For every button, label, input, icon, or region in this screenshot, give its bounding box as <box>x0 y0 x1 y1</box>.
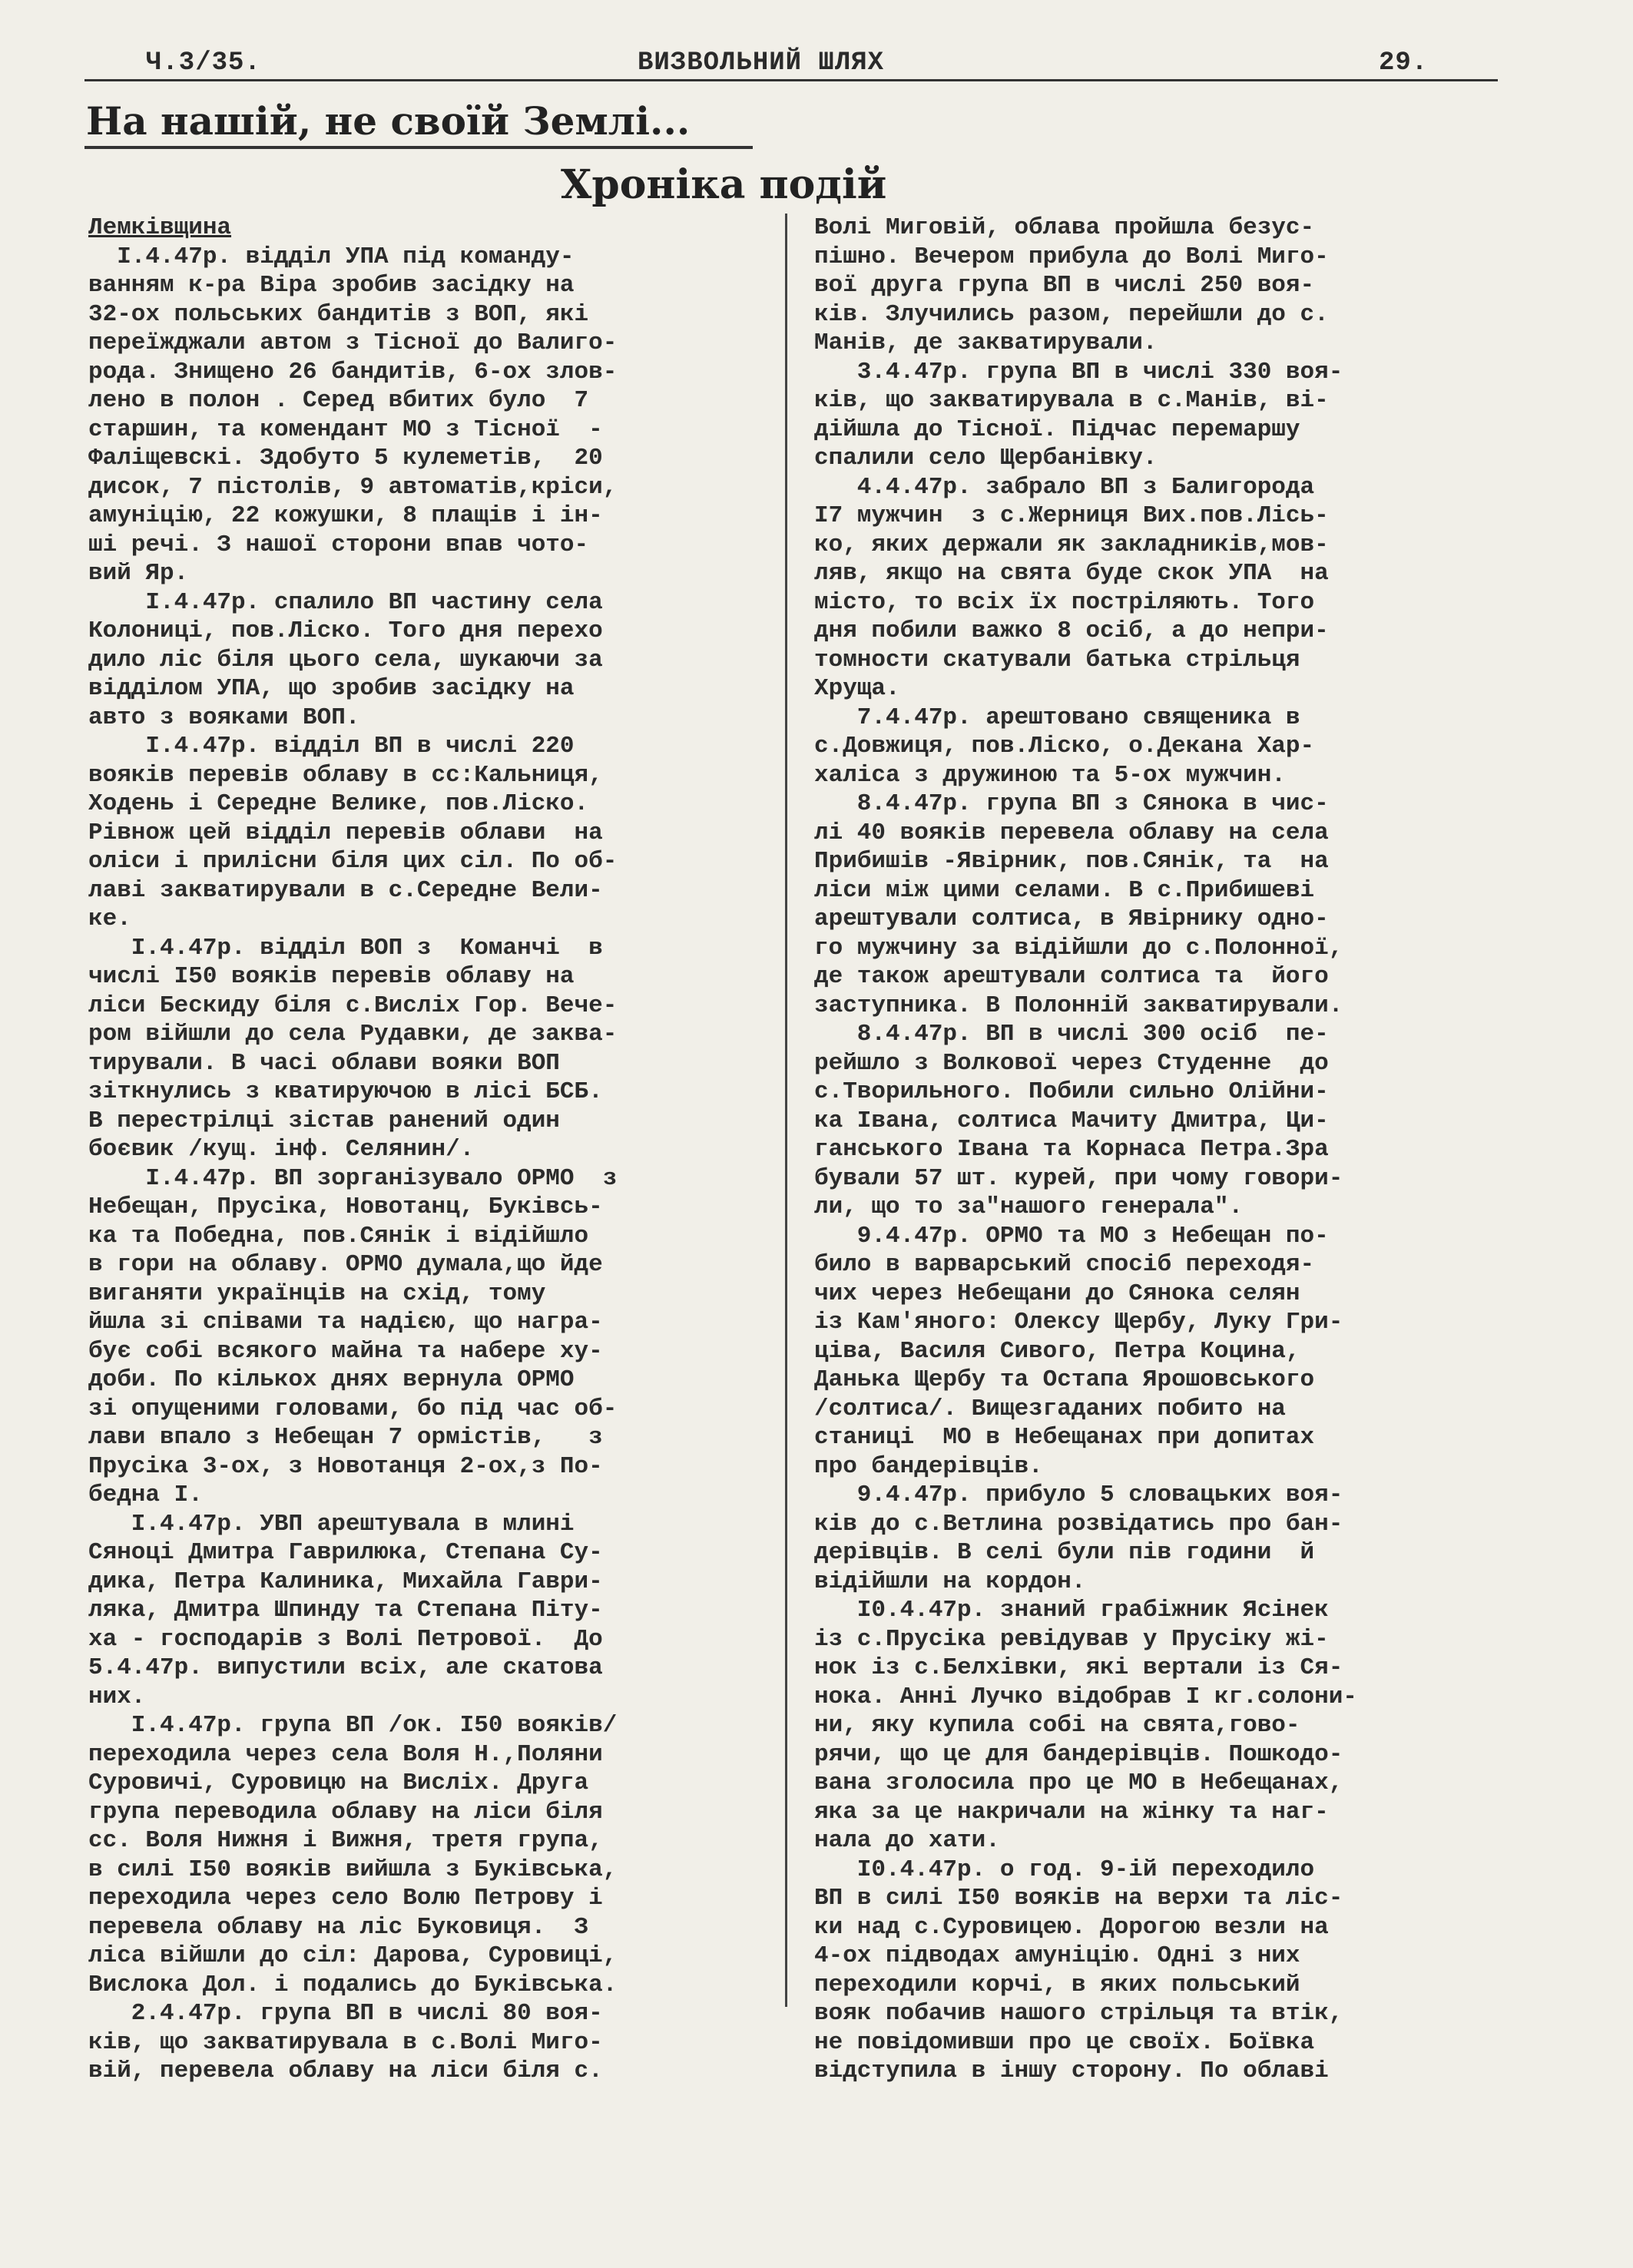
publication-title: ВИЗВОЛЬНИЙ ШЛЯХ <box>638 48 885 78</box>
page-header <box>84 42 1498 81</box>
page-number: 29. <box>1379 48 1429 78</box>
headline-underline <box>84 146 753 149</box>
left-column <box>88 214 764 2086</box>
section-title: Хроніка подій <box>561 161 887 208</box>
header-rule <box>84 79 1498 81</box>
right-column-text: Волі Миговій, облава пройшла безус- пішно. Вечером прибула до Волі Мигo- вої друга група ВП в числі 250 воя- ків. Злучились разом, перейшли до с. Манів, де закватирували. 3.4.47р. група ВП в числі 330 воя- ків, що закватирувала в с.Манів, ві- дійшла до Тісної. Підчас перемаршу спалили село Щербанівку. 4.4.47р. забрало ВП з Балигорода І7 мужчин з с.Жерниця Вих.пов.Лісь- ко, яких держали як закладників,мов- ляв, якщо на свята буде скок УПА на місто, то всіх їх постріляють. Того дня побили важко 8 осіб, а до непри- томности скатували батька стрільця Хруща. 7.4.47р. арештовано священика в с.Довжиця, пов.Ліско, о.Декана Хар- халіса з дружиною та 5-ох мужчин. 8.4.47р. група ВП з Сянока в чис- лі 40 вояків перевела облаву на села Прибишів -Явірник, пов.Сянік, та на ліси між цими селами. В с.Прибишеві арештували солтиса, в Явірнику одно- го мужчину за відійшли до с.Полонної, де також арештували солтиса та його заступника. В Полонній закватирували. 8.4.47р. ВП в числі 300 осіб пе- рейшло з Волкової через Студенне до с.Творильного. Побили сильно Олійни- ка Івана, солтиса Мачиту Дмитра, Ци- ганського Івана та Корнаса Петра.Зра бували 57 шт. курей, при чому говори- ли, що то за"нашого генерала". 9.4.47р. ОРМО та МО з Небещан по- било в варварський спосіб переходя- чих через Небещани до Сянока селян із Кам'яного: Олексу Щербу, Луку Гри- ціва, Василя Сивого, Петра Коцина, Данька Щербу та Остапа Ярошовського /солтиса/. Вищезгаданих побито на станиці МО в Небещанах при допитах про бандерівців. 9.4.47р. прибуло 5 словацьких воя- ків до с.Ветлина розвідатись про бан- дерівців. В селі були пів години й відійшли на кордон. І0.4.47р. знаний грабіжник Ясінек із с.Прусіка ревідував у Прусіку жі- нок із с.Белхівки, які вертали із Ся- нока. Анні Лучко відобрав І кг.солони- ни, яку купила собі на свята,гово- рячи, що це для бандерівців. Пошкодо- вана зголосила про це МО в Небещанах, яка за це накричали на жінку та наг- нала до хати. І0.4.47р. о год. 9-ій переходило ВП в силі І50 вояків на верхи та ліс- ки над с.Суровицею. Дорогою везли на 4-ох підводах амуніцію. Одні з них переходили корчі, в яких польський вояк побачив нашого стрільця та втік, не повідомивши про це своїх. Боївка відступила в іншу сторону. По облаві <box>814 214 1357 2084</box>
right-column <box>814 214 1505 2086</box>
column-divider <box>785 214 787 2007</box>
article-headline: На нашій, не своїй Землі... <box>86 98 691 144</box>
issue-number: Ч.3/35. <box>146 48 261 78</box>
region-subheading: Лемківщина <box>88 214 232 241</box>
left-column-text: І.4.47р. відділ УПА під команду- ванням к-ра Віра зробив засідку на 32-ох польських бандитів з ВОП, які переїжджали автом з Тісної до Валиго- рода. Знищено 26 бандитів, 6-ох злов- лено в полон . Серед вбитих було 7 старшин, та комендант МО з Тісної - Фаліщевскі. Здобуто 5 кулеметів, 20 дисок, 7 пістолів, 9 автоматів,кріси, амуніцію, 22 кожушки, 8 плащів і ін- ші речі. З нашої сторони впав чото- вий Яр. І.4.47р. спалило ВП частину села Колониці, пов.Ліско. Того дня перехо дило ліс біля цього села, шукаючи за відділом УПА, що зробив засідку на авто з вояками ВОП. І.4.47р. відділ ВП в числі 220 вояків перевів облаву в сс:Кальниця, Ходень і Середне Велике, пов.Ліско. Рівнож цей відділ перевів облави на оліси і прилісни біля цих сіл. По об- лаві закватирували в с.Середне Вели- ке. І.4.47р. відділ ВОП з Команчі в числі І50 вояків перевів облаву на ліси Бескиду біля с.Висліх Гор. Вече- ром війшли до села Рудавки, де заква- тирували. В часі облави вояки ВОП зіткнулись з кватируючою в лісі БСБ. В перестрілці зістав ранений один боєвик /кущ. інф. Селянин/. І.4.47р. ВП зорганізувало ОРМО з Небещан, Прусіка, Новотанц, Буківсь- ка та Победна, пов.Сянік і відійшло в гори на облаву. ОРМО думала,що йде виганяти українців на схід, тому йшла зі співами та надією, що награ- бує собі всякого майна та набере ху- доби. По кількох днях вернула ОРМО зі опущеними головами, бо під час об- лави впало з Небещан 7 ормістів, з Прусіка 3-ох, з Новотанця 2-ох,з По- бедна І. І.4.47р. УВП арештувала в млині Сяноці Дмитра Гаврилюка, Степана Су- дика, Петра Калиника, Михайла Гаври- ляка, Дмитра Шпинду та Степана Піту- ха - господарів з Волі Петрової. До 5.4.47р. випустили всіх, але скатова них. І.4.47р. група ВП /ок. І50 вояків/ переходила через села Воля Н.,Поляни Суровичі, Суровицю на Висліх. Друга група переводила облаву на ліси біля сс. Воля Нижня і Вижня, третя група, в силі І50 вояків вийшла з Буківська, переходила через село Волю Петрову і перевела облаву на ліс Буковиця. З ліса війшли до сіл: Дарова, Суровиці, Вислока Дол. і подались до Буківська. 2.4.47р. група ВП в числі 80 воя- ків, що закватирувала в с.Волі Мигo- вій, перевела облаву на ліси біля с. <box>88 243 618 2084</box>
